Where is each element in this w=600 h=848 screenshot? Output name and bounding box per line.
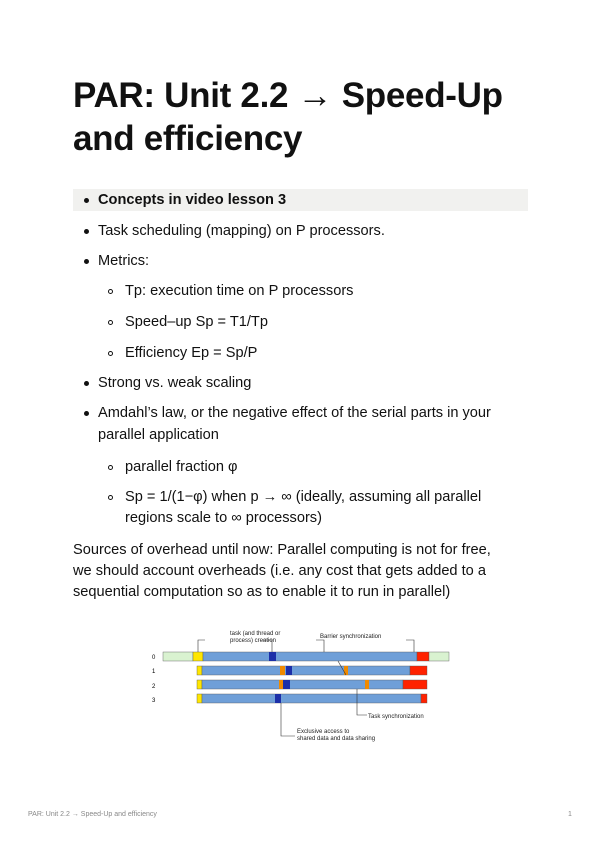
work-segment — [203, 652, 417, 661]
list-item: Strong vs. weak scaling — [98, 375, 252, 391]
row-label: 2 — [152, 684, 156, 690]
list-item: Speed–up Sp = T1/Tp — [125, 314, 268, 330]
work-segment — [202, 666, 410, 675]
exclusive-access-segment — [275, 694, 281, 703]
serial-segment — [163, 652, 193, 661]
list-item: Concepts in video lesson 3 — [98, 192, 287, 208]
barrier-segment — [410, 666, 427, 675]
bullet-dot — [84, 381, 89, 386]
sync-segment — [365, 680, 369, 689]
sub-bullet-circle — [108, 495, 113, 500]
list-item-continued: parallel application — [98, 427, 219, 443]
exclusive-access-label: Exclusive access to — [297, 729, 350, 735]
creation-segment — [197, 680, 202, 689]
barrier-segment — [417, 652, 429, 661]
list-item: Metrics: — [98, 253, 150, 269]
overhead-diagram — [150, 625, 455, 750]
exclusive-access-segment — [283, 680, 290, 689]
list-item: Tp: execution time on P processors — [125, 283, 354, 299]
sub-bullet-circle — [108, 465, 113, 470]
task-creation-label: process) creation — [230, 638, 277, 644]
paragraph-line: sequential computation so as to enable it to run in parallel) — [73, 584, 451, 600]
task-sync-label: Task synchronization — [368, 714, 424, 720]
bullet-dot — [84, 259, 89, 264]
bullet-dot — [84, 411, 89, 416]
task-creation-label: task (and thread or — [230, 631, 281, 637]
work-segment — [202, 680, 403, 689]
paragraph-line: Sources of overhead until now: Parallel computing is not for free, — [73, 542, 491, 558]
row-label: 3 — [152, 698, 156, 704]
bullet-dot — [84, 229, 89, 234]
page-footer: PAR: Unit 2.2 → Speed-Up and efficiency — [28, 811, 157, 818]
exclusive-access-segment — [269, 652, 276, 661]
barrier-segment — [403, 680, 427, 689]
sub-bullet-circle — [108, 289, 113, 294]
row-label: 0 — [152, 655, 156, 661]
bullet-dot — [84, 198, 89, 203]
barrier-segment — [421, 694, 427, 703]
creation-segment — [197, 694, 202, 703]
list-item: Amdahl’s law, or the negative effect of the serial parts in your — [98, 405, 491, 421]
barrier-sync-label: Barrier synchronization — [320, 634, 382, 640]
sub-bullet-circle — [108, 320, 113, 325]
page-title: PAR: Unit 2.2 → Speed-Up and efficiency — [73, 76, 503, 158]
row-label: 1 — [152, 669, 156, 675]
page-number: 1 — [568, 811, 572, 818]
serial-segment — [429, 652, 449, 661]
list-item-continued: regions scale to ∞ processors) — [125, 510, 322, 526]
creation-segment — [193, 652, 203, 661]
exclusive-access-label: shared data and data sharing — [297, 736, 376, 742]
overhead-paragraph — [73, 540, 533, 603]
list-item: Task scheduling (mapping) on P processors. — [98, 223, 385, 239]
sub-bullet-circle — [108, 351, 113, 356]
paragraph-line: we should account overheads (i.e. any cost that gets added to a — [73, 563, 486, 579]
sync-segment — [279, 680, 283, 689]
creation-segment — [197, 666, 202, 675]
sync-segment — [280, 666, 285, 675]
list-item: Sp = 1/(1−φ) when p → ∞ (ideally, assuming all parallel — [125, 489, 482, 505]
work-segment — [202, 694, 421, 703]
list-item: Efficiency Ep = Sp/P — [125, 345, 258, 361]
list-item: parallel fraction φ — [125, 459, 238, 475]
exclusive-access-segment — [286, 666, 292, 675]
sync-segment — [344, 666, 348, 675]
